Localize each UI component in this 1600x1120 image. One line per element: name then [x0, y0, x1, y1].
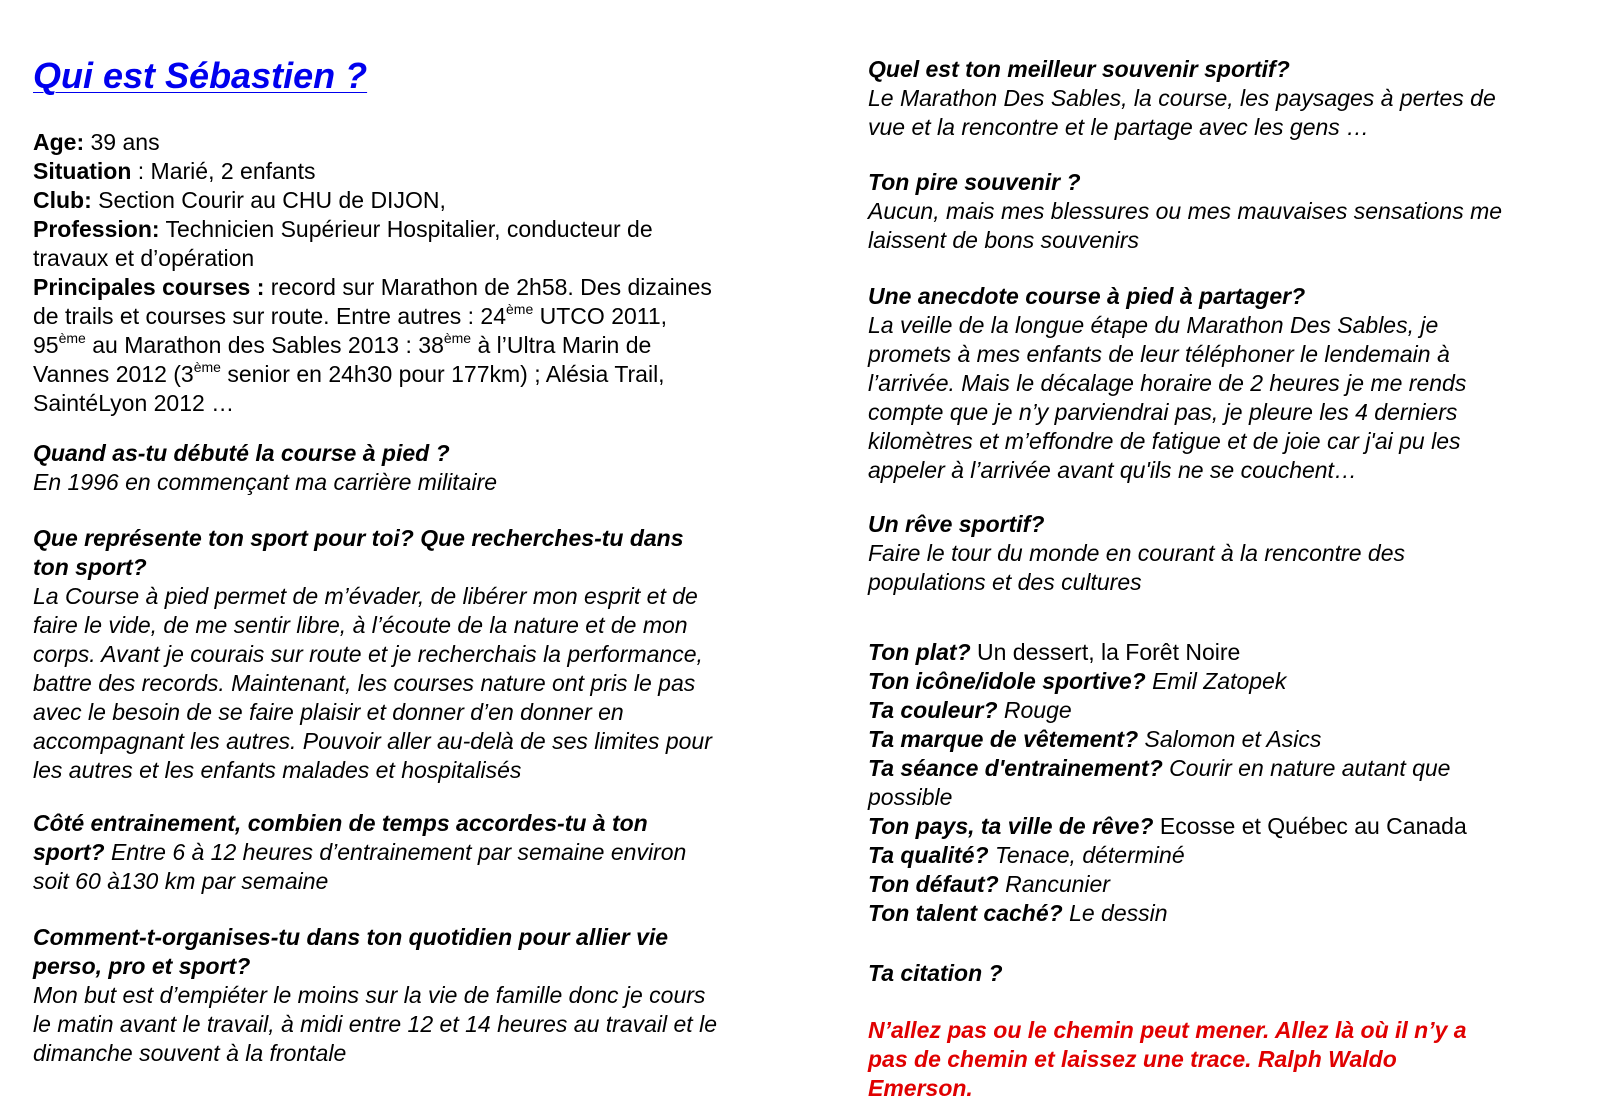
fact-answer: Tenace, déterminé: [988, 842, 1185, 868]
answer: appeler à l’arrivée avant qu'ils ne se couchent…: [868, 457, 1357, 483]
citation-quote: [868, 1016, 1548, 1103]
fact-line: [868, 870, 1573, 899]
ordinal-suffix: ème: [193, 359, 221, 375]
quote-line: Emerson.: [868, 1075, 973, 1101]
question: Quel est ton meilleur souvenir sportif?: [868, 56, 1290, 82]
profile-section: [33, 128, 793, 418]
ordinal-suffix: ème: [58, 330, 86, 346]
qa-block-organisation: [33, 923, 793, 1068]
question: Ton pire souvenir ?: [868, 169, 1081, 195]
fact-question: Ton défaut?: [868, 871, 999, 897]
fact-line: [868, 812, 1573, 841]
situation-label: Situation: [33, 158, 132, 184]
courses-line-2: [33, 302, 793, 331]
quick-facts: [868, 638, 1573, 928]
fact-line: [868, 725, 1573, 754]
fact-line: [868, 754, 1573, 783]
courses-line-4: [33, 360, 793, 389]
fact-line: [868, 783, 1573, 812]
fact-answer: Ecosse et Québec au Canada: [1153, 813, 1467, 839]
qa-block-start: [33, 439, 497, 497]
answer: Faire le tour du monde en courant à la rencontre des: [868, 540, 1405, 566]
fact-question: Ta qualité?: [868, 842, 989, 868]
age-line: [33, 128, 793, 157]
answer: La veille de la longue étape du Marathon Des Sables, je: [868, 312, 1439, 338]
question: perso, pro et sport?: [33, 953, 251, 979]
fact-answer: Le dessin: [1062, 900, 1168, 926]
answer: kilomètres et m’effondre de fatigue et de joie car j'ai pu les: [868, 428, 1461, 454]
fact-answer: Rancunier: [998, 871, 1110, 897]
fact-line: [868, 899, 1573, 928]
courses-line-5: SaintéLyon 2012 …: [33, 390, 235, 416]
courses-value: record sur Marathon de 2h58. Des dizaines: [270, 274, 712, 300]
quote-line: N’allez pas ou le chemin peut mener. Allez là où il n’y a: [868, 1017, 1467, 1043]
ordinal-suffix: ème: [443, 330, 472, 346]
club-label: Club:: [33, 187, 92, 213]
courses-text: 95: [33, 332, 59, 358]
qa-block-meaning: [33, 524, 793, 785]
profession-line: [33, 215, 793, 244]
answer: soit 60 à130 km par semaine: [33, 868, 329, 894]
club-line: [33, 186, 793, 215]
answer: l’arrivée. Mais le décalage horaire de 2 heures je me rends: [868, 370, 1467, 396]
answer: vue et la rencontre et le partage avec les gens …: [868, 114, 1370, 140]
fact-line: [868, 638, 1573, 667]
answer: La Course à pied permet de m’évader, de libérer mon esprit et de: [33, 583, 698, 609]
qa-block-anecdote: [868, 282, 1466, 485]
page-title[interactable]: Qui est Sébastien ?: [33, 55, 368, 96]
fact-question: Ton icône/idole sportive?: [868, 668, 1146, 694]
fact-question: Ta couleur?: [868, 697, 998, 723]
question: sport?: [33, 839, 105, 865]
qa-block-training: [33, 809, 793, 896]
fact-line: [868, 841, 1573, 870]
answer: Mon but est d’empiéter le moins sur la vie de famille donc je cours: [33, 982, 706, 1008]
citation-heading-block: [868, 959, 1003, 988]
courses-text: au Marathon des Sables 2013 : 38: [85, 332, 444, 358]
qa-block-dream: [868, 510, 1405, 597]
answer: accompagnant les autres. Pouvoir aller au-delà de ses limites pour: [33, 728, 712, 754]
answer: le matin avant le travail, à midi entre 12 et 14 heures au travail et le: [33, 1011, 717, 1037]
answer: faire le vide, de me sentir libre, à l’écoute de la nature et de mon: [33, 612, 688, 638]
fact-answer: Rouge: [997, 697, 1072, 723]
question: Comment-t-organises-tu dans ton quotidien pour allier vie: [33, 924, 669, 950]
situation-value: : Marié, 2 enfants: [137, 158, 316, 184]
fact-question: Ta marque de vêtement?: [868, 726, 1139, 752]
profession-value: Technicien Supérieur Hospitalier, conducteur de: [165, 216, 653, 242]
answer: avec le besoin de se faire plaisir et donner d’en donner en: [33, 699, 624, 725]
fact-answer: Courir en nature autant que: [1162, 755, 1451, 781]
courses-label: Principales courses :: [33, 274, 265, 300]
answer: corps. Avant je courais sur route et je recherchais la performance,: [33, 641, 703, 667]
qa-block-worst-memory: [868, 168, 1502, 255]
question: Côté entrainement, combien de temps accordes-tu à ton: [33, 810, 648, 836]
fact-answer: possible: [868, 784, 953, 810]
answer: laissent de bons souvenirs: [868, 227, 1140, 253]
fact-answer: Salomon et Asics: [1138, 726, 1322, 752]
citation-label: Ta citation ?: [868, 960, 1003, 986]
age-value: 39 ans: [90, 129, 160, 155]
courses-text: de trails et courses sur route. Entre autres : 24: [33, 303, 507, 329]
question-answer-line: [33, 838, 793, 867]
answer: battre des records. Maintenant, les courses nature ont pris le pas: [33, 670, 696, 696]
answer: populations et des cultures: [868, 569, 1142, 595]
question: Que représente ton sport pour toi? Que recherches-tu dans: [33, 525, 684, 551]
courses-text: Vannes 2012 (3: [33, 361, 194, 387]
fact-question: Ta séance d'entrainement?: [868, 755, 1163, 781]
fact-question: Ton pays, ta ville de rêve?: [868, 813, 1154, 839]
courses-line-3: [33, 331, 793, 360]
answer: les autres et les enfants malades et hospitalisés: [33, 757, 522, 783]
ordinal-suffix: ème: [506, 301, 534, 317]
qa-block-best-memory: [868, 55, 1496, 142]
courses-text: à l’Ultra Marin de: [471, 332, 652, 358]
answer: Aucun, mais mes blessures ou mes mauvaises sensations me: [868, 198, 1503, 224]
question: Une anecdote course à pied à partager?: [868, 283, 1306, 309]
club-value: Section Courir au CHU de DIJON,: [98, 187, 446, 213]
courses-text: UTCO 2011,: [533, 303, 668, 329]
profession-value-continued: travaux et d’opération: [33, 245, 255, 271]
answer: Entre 6 à 12 heures d’entrainement par semaine environ: [104, 839, 687, 865]
age-label: Age:: [33, 129, 85, 155]
fact-question: Ton talent caché?: [868, 900, 1063, 926]
courses-line: [33, 273, 793, 302]
question: Quand as-tu débuté la course à pied ?: [33, 440, 450, 466]
fact-answer: Un dessert, la Forêt Noire: [970, 639, 1241, 665]
courses-text: senior en 24h30 pour 177km) ; Alésia Trail,: [220, 361, 665, 387]
quote-line: pas de chemin et laissez une trace. Ralph Waldo: [868, 1046, 1397, 1072]
fact-line: [868, 667, 1573, 696]
fact-line: [868, 696, 1573, 725]
answer: compte que je n’y parviendrai pas, je pleure les 4 derniers: [868, 399, 1458, 425]
answer: promets à mes enfants de leur téléphoner le lendemain à: [868, 341, 1450, 367]
question: ton sport?: [33, 554, 147, 580]
answer: Le Marathon Des Sables, la course, les paysages à pertes de: [868, 85, 1496, 111]
question: Un rêve sportif?: [868, 511, 1045, 537]
situation-line: [33, 157, 793, 186]
fact-answer: Emil Zatopek: [1145, 668, 1287, 694]
fact-question: Ton plat?: [868, 639, 971, 665]
answer: dimanche souvent à la frontale: [33, 1040, 347, 1066]
answer: En 1996 en commençant ma carrière militaire: [33, 469, 498, 495]
profession-label: Profession:: [33, 216, 160, 242]
